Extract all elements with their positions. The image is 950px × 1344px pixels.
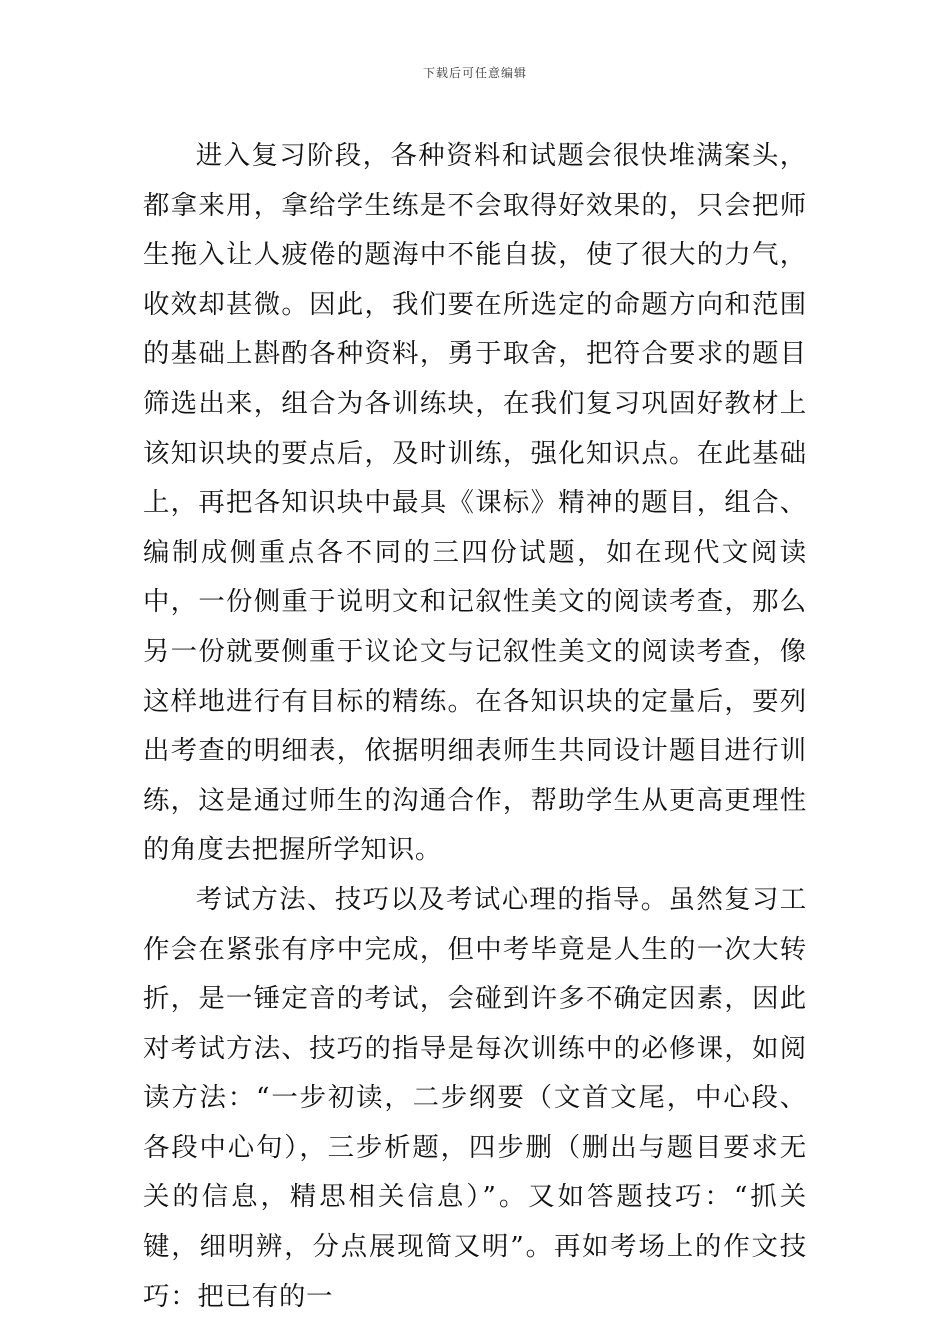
- page-header: 下载后可任意编辑: [422, 66, 527, 80]
- document-body: [143, 131, 807, 1321]
- paragraph: 进入复习阶段，各种资料和试题会很快堆满案头，都拿来用，拿给学生练是不会取得好效果的，只会把师生拖入让人疲倦的题海中不能自拔，使了很大的力气，收效却甚微。因此，我们要在所选定的命题方向和范围的基础上斟酌各种资料，勇于取舍，把符合要求的题目筛选出来，组合为各训练块，在我们复习巩固好教材上该知识块的要点后，及时训练，强化知识点。在此基础上，再把各知识块中最具《课标》精神的题目，组合、编制成侧重点各不同的三四份试题，如在现代文阅读中，一份侧重于说明文和记叙性美文的阅读考查，那么另一份就要侧重于议论文与记叙性美文的阅读考查，像这样地进行有目标的精练。在各知识块的定量后，要列出考查的明细表，依据明细表师生共同设计题目进行训练，这是通过师生的沟通合作，帮助学生从更高更理性的角度去把握所学知识。: [143, 140, 807, 866]
- paragraph: 考试方法、技巧以及考试心理的指导。虽然复习工作会在紧张有序中完成，但中考毕竟是人生的一次大转折，是一锤定音的考试，会碰到许多不确定因素，因此对考试方法、技巧的指导是每次训练中的必修课，如阅读方法：“一步初读，二步纲要（文首文尾，中心段、各段中心句），三步析题，四步删（删出与题目要求无关的信息，精思相关信息）”。又如答题技巧：“抓关键，细明辨，分点展现简又明”。再如考场上的作文技巧：把已有的一: [143, 883, 807, 1312]
